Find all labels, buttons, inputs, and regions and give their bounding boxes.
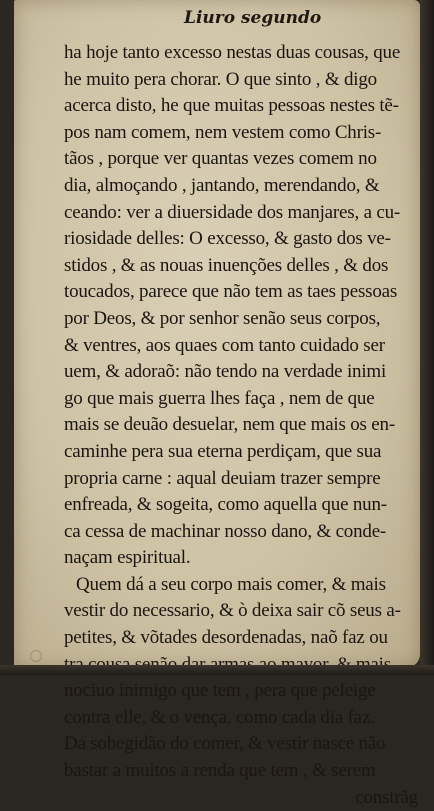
text-line: toucados, parece que não tem as taes pessoas <box>64 281 398 303</box>
text-line: go que mais guerra lhes faça , nem de que <box>64 387 375 409</box>
text-line: dia, almoçando , jantando, merendando, & <box>64 174 380 196</box>
text-line: enfreada, & sogeita, como aquella que nun- <box>64 494 387 516</box>
text-line: naçam espiritual. <box>64 547 191 569</box>
text-line: petites, & võtades desordenadas, naõ faz ou <box>64 627 388 649</box>
text-line: ha hoje tanto excesso nestas duas cousas, que <box>64 42 401 63</box>
text-line: caminhe pera sua eterna perdiçam, que sua <box>64 440 382 462</box>
text-line: riosidade delles: O excesso, & gasto dos ve- <box>64 228 391 250</box>
bottom-edge <box>0 665 434 675</box>
text-line: he muito pera chorar. O que sinto , & digo <box>64 68 377 90</box>
text-line: tãos , porque ver quantas vezes comem no <box>64 148 377 170</box>
text-line: ca cessa de machinar nosso dano, & conde- <box>64 520 387 542</box>
text-line: bastar a muitos a renda que tem , & serem <box>64 760 376 782</box>
text-line: nociuo inimigo que tem , pera que peleige <box>64 680 376 702</box>
paper-page <box>14 0 420 808</box>
text-line: stidos , & as nouas inuenções delles , & dos <box>64 254 389 276</box>
text-line: acerca disto, he que muitas pessoas nestes tẽ- <box>64 95 399 117</box>
paper-stain <box>30 650 42 662</box>
text-line: vestir do necessario, & ò deixa sair cõ seus a- <box>64 600 401 622</box>
paragraph-start-line: Da sobegidão do comer, & vestir nasce não <box>64 733 386 755</box>
text-line: ceando: ver a diuersidade dos manjares, a cu- <box>64 201 401 223</box>
text-line: pos nam comem, nem vestem como Chris- <box>64 121 382 143</box>
text-line: mais se deuão desuelar, nem que mais os en- <box>64 414 395 436</box>
text-line: & ventres, aos quaes com tanto cuidado ser <box>64 334 385 356</box>
text-line: propria carne : aqual deuiam trazer sempre <box>64 467 381 489</box>
paragraph-start-line: Quem dá a seu corpo mais comer, & mais <box>76 573 386 595</box>
catchword: constrãg <box>355 786 418 808</box>
book-gutter <box>420 0 434 675</box>
body-text <box>64 40 418 811</box>
running-head: Liuro segundo <box>184 8 322 28</box>
text-line: contra elle, & o vença, como cada dia faz. <box>64 706 375 728</box>
text-line: por Deos, & por senhor senão seus corpos, <box>64 307 381 329</box>
text-line: uem, & adoraõ: não tendo na verdade inimi <box>64 361 387 383</box>
